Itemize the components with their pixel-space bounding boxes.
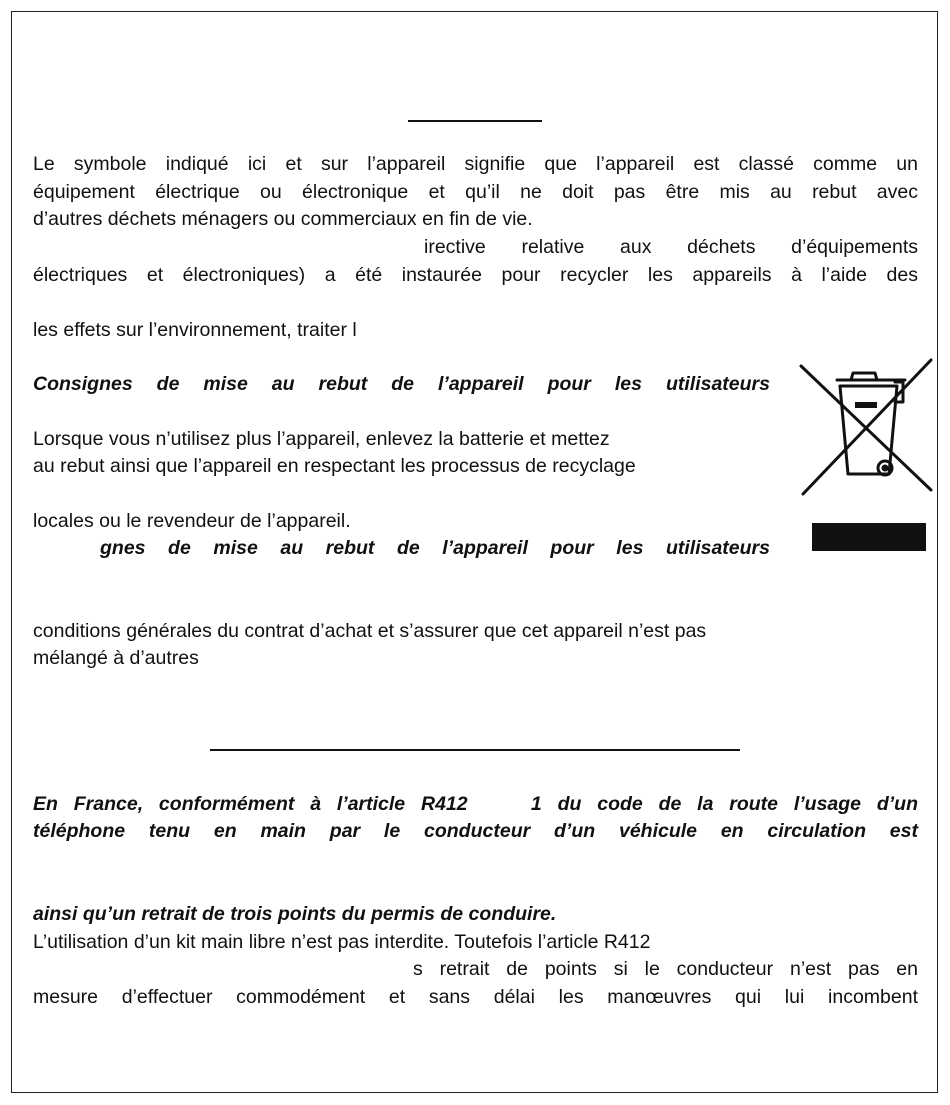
users-disposal-text: au rebut ainsi que l’appareil en respectant les processus de recyclage (33, 455, 636, 477)
top-divider (408, 120, 542, 122)
pro-disposal-text: conditions générales du contrat d’achat et s’assurer que cet appareil n’est pas (33, 620, 707, 642)
weee-directive-line: irective relative aux déchets d’équipements (424, 236, 918, 258)
france-body-line: mesure d’effectuer commodément et sans délai les manœuvres qui lui incombent (33, 986, 918, 1008)
france-body-line: L’utilisation d’un kit main libre n’est pas interdite. Toutefois l’article R412 (33, 931, 651, 953)
weee-paragraph-line: équipement électrique ou électronique et qu’il ne doit pas être mis au rebut avec (33, 181, 918, 203)
france-law-line: En France, conformément à l’article R412 1 du code de la route l’usage d’un (33, 793, 918, 815)
pro-disposal-text: mélangé à d’autres (33, 647, 199, 669)
users-disposal-text: Lorsque vous n’utilisez plus l’appareil, enlevez la batterie et mettez (33, 428, 610, 450)
france-body-line: s retrait de points si le conducteur n’est pas en (413, 958, 918, 980)
section-divider (210, 749, 740, 751)
weee-directive-line: les effets sur l’environnement, traiter l (33, 319, 357, 341)
crossed-out-wheelie-bin-icon (797, 356, 937, 498)
weee-paragraph-line: d’autres déchets ménagers ou commerciaux en fin de vie. (33, 208, 533, 230)
solid-black-bar (812, 523, 926, 551)
users-disposal-heading: Consignes de mise au rebut de l’appareil pour les utilisateurs (33, 373, 770, 395)
weee-paragraph-line: Le symbole indiqué ici et sur l’appareil signifie que l’appareil est classé comme un (33, 153, 918, 175)
france-law-line: téléphone tenu en main par le conducteur d’un véhicule en circulation est (33, 820, 918, 842)
users-disposal-text: locales ou le revendeur de l’appareil. (33, 510, 351, 532)
france-law-line: ainsi qu’un retrait de trois points du permis de conduire. (33, 903, 557, 925)
pro-disposal-heading: gnes de mise au rebut de l’appareil pour les utilisateurs (100, 537, 770, 559)
weee-directive-line: électriques et électroniques) a été instaurée pour recycler les appareils à l’aide des (33, 264, 918, 286)
